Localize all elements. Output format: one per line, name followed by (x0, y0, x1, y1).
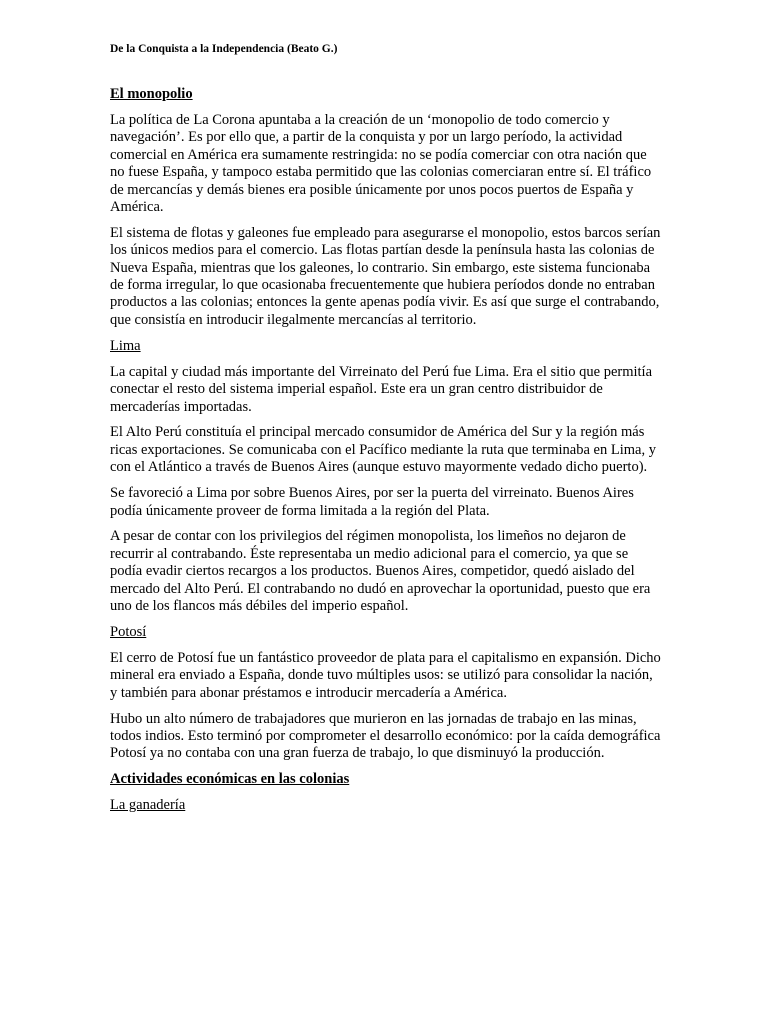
paragraph-potosi-2: Hubo un alto número de trabajadores que murieron en las jornadas de trabajo en las minas, todos indios. Esto terminó por comprometer el desarrollo económico: por la caída demográfica Potosí ya no contaba con una gran fuerza de trabajo, lo que disminuyó la producción. (110, 710, 661, 762)
paragraph-lima-4: A pesar de contar con los privilegios del régimen monopolista, los limeños no dejaron de recurrir al contrabando. Éste representaba un medio adicional para el comercio, ya que se podía evadir ciertos recargos a los productos. Buenos Aires, competidor, quedó aislado del mercado del Alto Perú. El contrabando no dudó en aprovechar la oportunidad, puesto que era uno de los flancos más débiles del imperio español. (110, 528, 651, 615)
document-body (110, 86, 662, 823)
paragraph-potosi-1: El cerro de Potosí fue un fantástico proveedor de plata para el capitalismo en expansión. Dicho mineral era enviado a España, donde tuvo múltiples usos: se utilizó para consolidar la nación, y también para abonar préstamos e introducir mercadería a América. (110, 649, 661, 701)
heading-actividades-economicas: Actividades económicas en las colonias (110, 771, 350, 788)
subheading-la-ganaderia: La ganadería (110, 797, 186, 814)
paragraph-monopolio-1: La política de La Corona apuntaba a la creación de un ‘monopolio de todo comercio y navegación’. Es por ello que, a partir de la conquista y por un largo período, la actividad comercial en América era sumamente restringida: no se podía comerciar con otra nación que no fuese España, y tampoco estaba permitido que las colonias comerciaran entre sí. El tráfico de mercancías y demás bienes era posible únicamente por unos pocos puertos de España y América. (110, 111, 652, 215)
subheading-lima: Lima (110, 337, 141, 354)
running-header: De la Conquista a la Independencia (Beato G.) (110, 43, 338, 55)
heading-el-monopolio: El monopolio (110, 86, 193, 102)
paragraph-lima-2: El Alto Perú constituía el principal mercado consumidor de América del Sur y la región más ricas exportaciones. Se comunicaba con el Pacífico mediante la ruta que terminaba en Lima, y con el Atlántico a través de Buenos Aires (aunque estuvo mayormente vedado dicho puerto). (110, 424, 656, 476)
paragraph-monopolio-2: El sistema de flotas y galeones fue empleado para asegurarse el monopolio, estos barcos serían los únicos medios para el comercio. Las flotas partían desde la península hasta las colonias de Nueva España, mientras que los galeones, lo contrario. Sin embargo, este sistema funcionaba de forma irregular, lo que ocasionaba frecuentemente que hubiera períodos donde no entraban productos a las colonias; entonces la gente apenas podía vivir. Es así que surge el contrabando, que consistía en introducir ilegalmente mercancías al territorio. (110, 224, 661, 328)
subheading-potosi: Potosí (110, 623, 147, 640)
paragraph-lima-1: La capital y ciudad más importante del Virreinato del Perú fue Lima. Era el sitio que permitía conectar el resto del sistema imperial español. Este era un gran centro distribuidor de mercaderías importadas. (110, 363, 653, 415)
paragraph-lima-3: Se favoreció a Lima por sobre Buenos Aires, por ser la puerta del virreinato. Buenos Aires podía únicamente proveer de forma limitada a la región del Plata. (110, 485, 634, 519)
